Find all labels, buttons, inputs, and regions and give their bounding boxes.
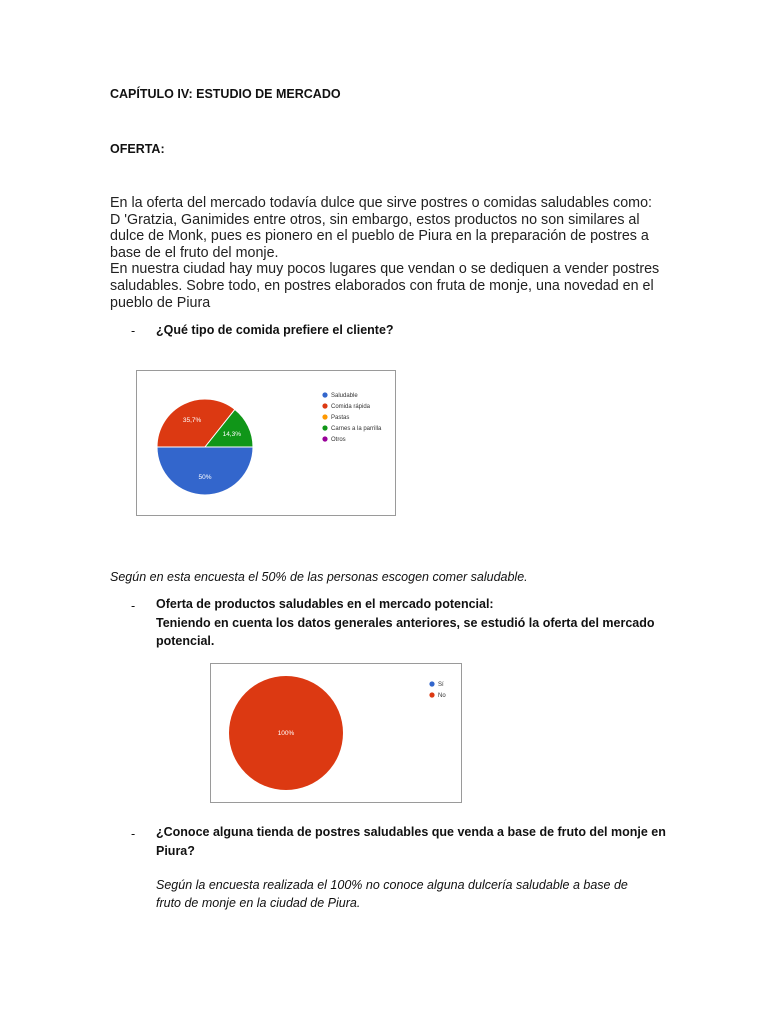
note-line: fruto de monje en la ciudad de Piura. xyxy=(156,896,361,910)
question-store-knowledge xyxy=(156,823,696,860)
pie-slice-saludable xyxy=(157,447,253,495)
paragraph-line: pueblo de Piura xyxy=(110,294,211,311)
note-healthy-50: Según en esta encuesta el 50% de las personas escogen comer saludable. xyxy=(110,570,528,584)
legend-swatch-pastas xyxy=(322,414,327,419)
legend-label-carnes-a-la-parrilla: Carnes a la parrilla xyxy=(331,426,382,432)
paragraph-line: dulce de Monk, pues es pionero en el pueblo de Piura en la preparación de postres a xyxy=(110,228,649,245)
intro-paragraph xyxy=(110,195,670,311)
legend-label-no: No xyxy=(438,693,446,699)
note-no-store-100 xyxy=(156,876,696,912)
slice-label-comida-rapida: 35,7% xyxy=(182,417,202,425)
offer-healthy-products xyxy=(156,595,676,651)
legend-swatch-carnes-a-la-parrilla xyxy=(322,425,327,430)
legend-label-pastas: Pastas xyxy=(331,415,350,421)
legend-label-comida-rapida: Comida rápida xyxy=(331,404,371,410)
question-food-type: ¿Qué tipo de comida prefiere el cliente? xyxy=(156,323,394,337)
store-awareness-pie-svg xyxy=(211,664,461,802)
food-preference-chart xyxy=(136,370,396,516)
slice-label-no: 100% xyxy=(277,730,295,737)
bullet-line: ¿Conoce alguna tienda de postres saludables que venda a base de fruto del monje en xyxy=(156,825,666,839)
paragraph-line: saludables. Sobre todo, en postres elaborados con fruta de monje, una novedad en el xyxy=(110,277,654,294)
section-title: OFERTA: xyxy=(110,142,165,156)
bullet-dash: - xyxy=(131,599,136,613)
legend-label-si: Sí xyxy=(438,682,444,688)
slice-label-saludable: 50% xyxy=(198,473,212,481)
bullet-dash: - xyxy=(131,827,136,841)
bullet-dash: - xyxy=(131,324,136,338)
legend-swatch-si xyxy=(429,681,434,686)
bullet-line: Piura? xyxy=(156,843,195,858)
paragraph-line: base de el fruto del monje. xyxy=(110,244,279,261)
paragraph-line: D 'Gratzia, Ganimides entre otros, sin embargo, estos productos no son similares al xyxy=(110,211,640,228)
bullet-line: potencial. xyxy=(156,634,215,648)
legend-swatch-no xyxy=(429,692,434,697)
note-line: Según la encuesta realizada el 100% no conoce alguna dulcería saludable a base de xyxy=(156,878,628,892)
paragraph-line: En nuestra ciudad hay muy pocos lugares que vendan o se dediquen a vender postres xyxy=(110,261,660,278)
food-preference-pie-svg xyxy=(137,371,395,515)
legend-label-otros: Otros xyxy=(331,437,346,443)
paragraph-line: En la oferta del mercado todavía dulce que sirve postres o comidas saludables como: xyxy=(110,195,652,211)
chapter-title: CAPÍTULO IV: ESTUDIO DE MERCADO xyxy=(110,87,341,101)
bullet-line: Oferta de productos saludables en el mercado potencial: xyxy=(156,597,494,611)
legend-swatch-comida-rapida xyxy=(322,403,327,408)
legend-swatch-otros xyxy=(322,436,327,441)
slice-label-carnes-a-la-parrilla: 14,3% xyxy=(222,431,242,439)
store-awareness-chart xyxy=(210,663,462,803)
legend-swatch-saludable xyxy=(322,392,327,397)
bullet-line: Teniendo en cuenta los datos generales anteriores, se estudió la oferta del mercado xyxy=(156,615,655,630)
legend-label-saludable: Saludable xyxy=(331,393,358,399)
